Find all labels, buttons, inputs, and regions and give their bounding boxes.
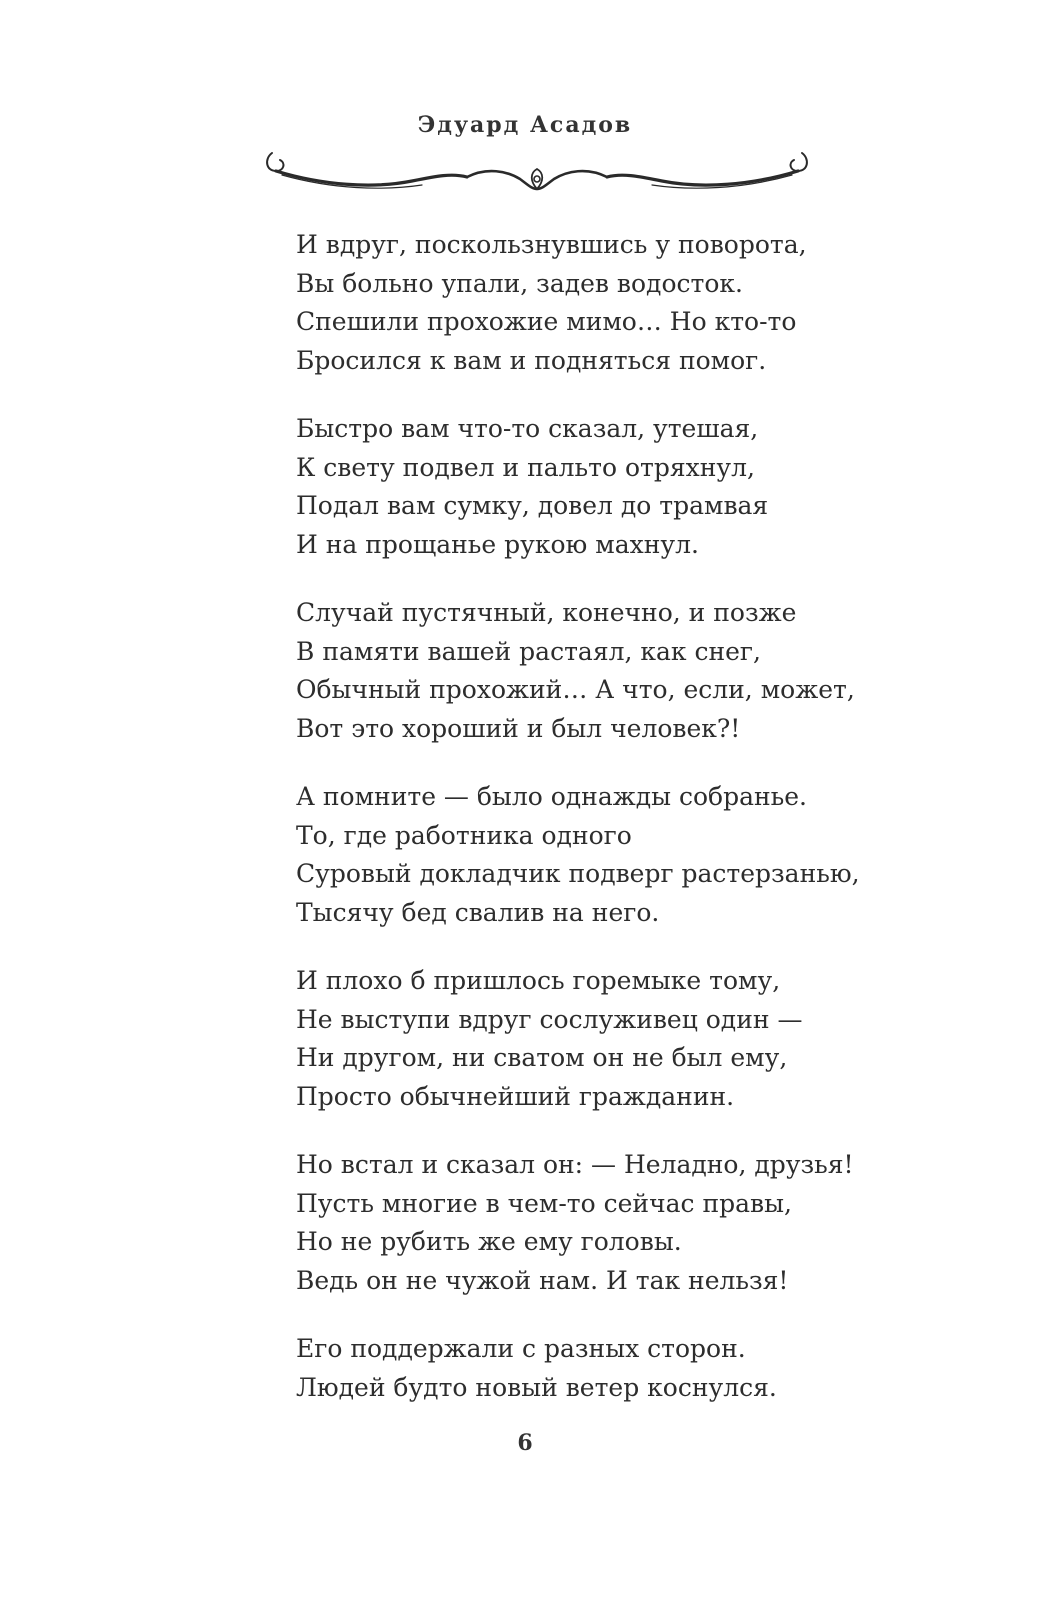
stanza [296, 778, 916, 932]
poem-line: Пусть многие в чем-то сейчас правы, [296, 1188, 792, 1218]
poem-line: Просто обычнейший гражданин. [296, 1081, 735, 1111]
poem-line: Его поддержали с разных сторон. [296, 1334, 746, 1363]
poem-line: Но встал и сказал он: — Неладно, друзья! [296, 1150, 854, 1179]
stanza [296, 410, 916, 564]
poem-line: Вот это хороший и был человек?! [296, 713, 741, 743]
poem-line: Подал вам сумку, довел до трамвая [296, 491, 769, 520]
poem-line: Ведь он не чужой нам. И так нельзя! [296, 1265, 789, 1295]
stanza [296, 962, 916, 1116]
poem-line: И плохо б пришлось горемыке тому, [296, 966, 781, 995]
running-header-author: Эдуард Асадов [417, 112, 633, 138]
poem-line: К свету подвел и пальто отряхнул, [296, 452, 755, 482]
poem-line: Спешили прохожие мимо… Но кто-то [296, 307, 797, 336]
poem-line: Но не рубить же ему головы. [296, 1227, 682, 1256]
poem-line: Обычный прохожий… А что, если, может, [296, 675, 855, 704]
poem-line: Тысячу бед свалив на него. [296, 897, 660, 927]
poem-line: Вы больно упали, задев водосток. [296, 268, 743, 298]
stanza [296, 594, 916, 748]
flourish-divider-ornament [262, 145, 812, 205]
poem-line: А помните — было однажды собранье. [296, 782, 807, 811]
poem-line: Людей будто новый ветер коснулся. [296, 1372, 777, 1402]
poem-line: И вдруг, поскользнувшись у поворота, [296, 230, 807, 259]
page-number: 6 [517, 1430, 533, 1456]
stanza [296, 226, 916, 380]
stanza [296, 1330, 916, 1407]
poem-line: Суровый докладчик подверг растерзанью, [296, 859, 860, 888]
poem-line: Быстро вам что-то сказал, утешая, [296, 414, 759, 443]
poem-body [296, 226, 916, 1437]
poem-line: И на прощанье рукою махнул. [296, 529, 699, 559]
stanza [296, 1146, 916, 1300]
poem-line: Не выступи вдруг сослуживец один — [296, 1004, 803, 1034]
poem-line: Случай пустячный, конечно, и позже [296, 598, 797, 627]
poem-line: Бросился к вам и подняться помог. [296, 345, 767, 375]
poem-line: Ни другом, ни сватом он не был ему, [296, 1043, 788, 1072]
poem-line: То, где работника одного [296, 820, 632, 850]
poem-line: В памяти вашей растаял, как снег, [296, 636, 761, 666]
